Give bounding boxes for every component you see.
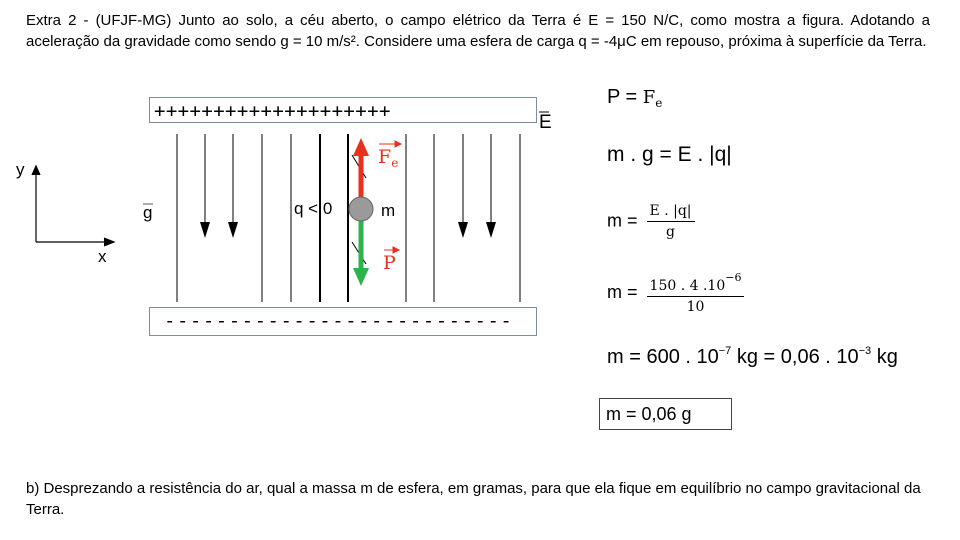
y-axis-label: y — [16, 160, 25, 179]
x-axis-label: x — [98, 247, 107, 266]
equation-balance: $P = F_e$ — [607, 86, 663, 110]
field-lines — [177, 134, 520, 302]
charge-label: q < 0 — [294, 199, 333, 218]
equation-mass-formula: m = $\frac{E . |q|}{g}$ — [607, 203, 695, 240]
positive-plate: ++++++++++++++++++++ — [149, 97, 537, 123]
mass-label: m — [381, 201, 396, 220]
problem-statement: Extra 2 - (UFJF-MG) Junto ao solo, a céu aberto, o campo elétrico da Terra é E = 150 N/C, como mostra a figura. Adotando a aceleração da gravidade como sendo g = 10 m/s². Considere uma esfera de carga q = -4μC em repouso, próxima à superfície da Terra. — [26, 12, 930, 50]
question-b: b) Desprezando a resistência do ar, qual a massa m de esfera, em gramas, para que ela fique em equilíbrio no campo gravitacional da Terra. — [26, 480, 921, 518]
negative-plate: --------------------------- — [149, 307, 537, 336]
charged-sphere — [349, 197, 373, 221]
e-field-label: E — [539, 112, 552, 133]
weight-label: P — [383, 252, 396, 274]
equation-substitution: m = $\frac{150 . 4 .10^{-6}}{10}$ — [607, 271, 744, 315]
equation-result: m = 600 . $10^{-7}$ kg = 0,06 . $10^{-3}$ kg — [607, 345, 898, 368]
electric-force-label: $F_e$ — [378, 146, 399, 170]
axes — [32, 166, 114, 246]
equation-forces: m . g = E . |q| — [607, 143, 732, 166]
final-answer: m = 0,06 g — [599, 398, 732, 430]
g-label: g — [143, 203, 153, 222]
